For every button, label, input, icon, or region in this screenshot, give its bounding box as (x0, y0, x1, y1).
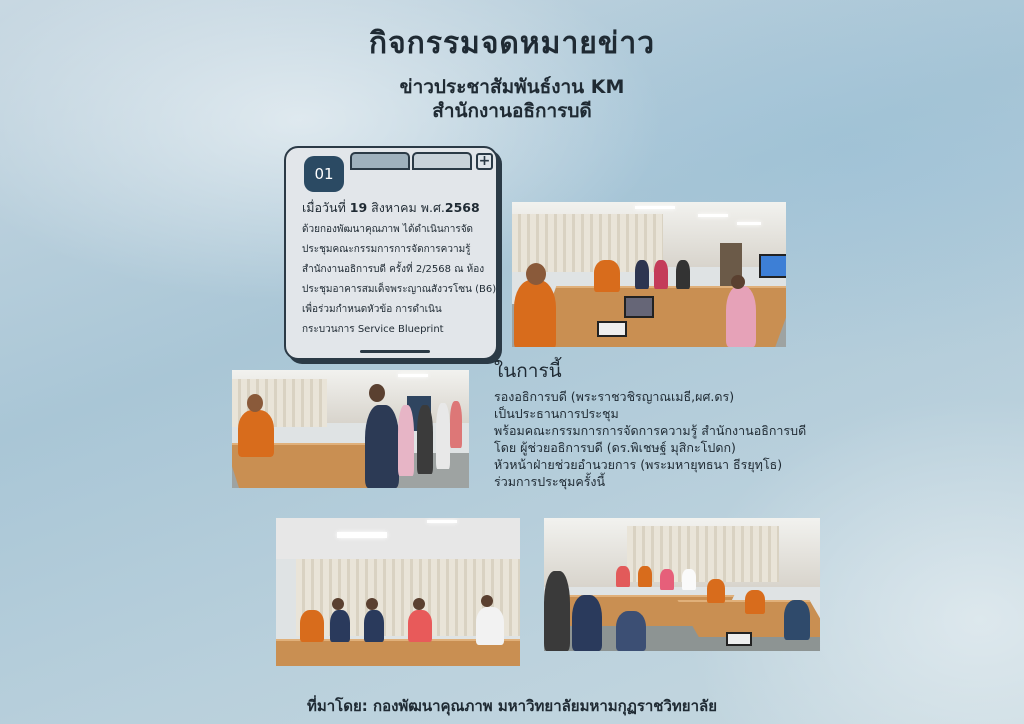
info-section (494, 356, 806, 490)
card-description (302, 220, 497, 340)
card-date-day: 19 (349, 200, 368, 215)
source-credit: ที่มาโดย: กองพัฒนาคุณภาพ มหาวิทยาลัยมหามกุฏราชวิทยาลัย (306, 697, 717, 715)
page-subtitle: ข่าวประชาสัมพันธ์งาน KM (399, 76, 625, 98)
card-date (302, 198, 480, 218)
card-number-badge: 01 (304, 156, 344, 192)
info-line: รองอธิการบดี (พระราชวชิรญาณเมธี,ผศ.ดร) (494, 389, 735, 404)
card-date-prefix: เมื่อวันที่ (302, 200, 350, 215)
info-lines (494, 388, 806, 490)
meeting-photo-monk-chair (512, 202, 786, 347)
card-home-bar (360, 350, 430, 353)
card-line: กระบวนการ Service Blueprint (302, 324, 444, 335)
card-tab (350, 152, 410, 170)
meeting-photo-u-shape-table (544, 518, 820, 651)
card-date-month: สิงหาคม พ.ศ. (367, 200, 445, 215)
info-line: โดย ผู้ช่วยอธิการบดี (ดร.พิเชษฐ์ มุสิกะโปดก) (494, 440, 736, 455)
card-date-year: 2568 (444, 200, 480, 215)
meeting-photo-speaker-standing (232, 370, 469, 488)
card-line: ประชุมอาคารสมเด็จพระญาณสังวรโซน (B6) (302, 284, 497, 295)
info-line: เป็นประธานการประชุม (494, 406, 619, 421)
card-tabs (350, 152, 472, 170)
news-card (284, 146, 500, 362)
info-line: หัวหน้าฝ่ายช่วยอำนวยการ (พระมหายุทธนา ธีรยุทฺโธ) (494, 457, 783, 472)
page-title: กิจกรรมจดหมายข่าว (368, 26, 656, 61)
info-heading: ในการนี้ (494, 360, 562, 382)
meeting-photo-wide-room (276, 518, 520, 666)
card-line: ด้วยกองพัฒนาคุณภาพ ได้ดำเนินการจัด (302, 224, 474, 235)
plus-icon: + (476, 153, 493, 170)
card-line: สำนักงานอธิการบดี ครั้งที่ 2/2568 ณ ห้อง (302, 264, 485, 275)
office-name: สำนักงานอธิการบดี (432, 100, 592, 122)
card-body (284, 146, 498, 360)
info-line: ร่วมการประชุมครั้งนี้ (494, 474, 606, 489)
card-tab (412, 152, 472, 170)
info-line: พร้อมคณะกรรมการการจัดการความรู้ สำนักงานอธิการบดี (494, 423, 807, 438)
card-line: เพื่อร่วมกำหนดหัวข้อ การดำเนิน (302, 304, 442, 315)
card-line: ประชุมคณะกรรมการการจัดการความรู้ (302, 244, 471, 255)
